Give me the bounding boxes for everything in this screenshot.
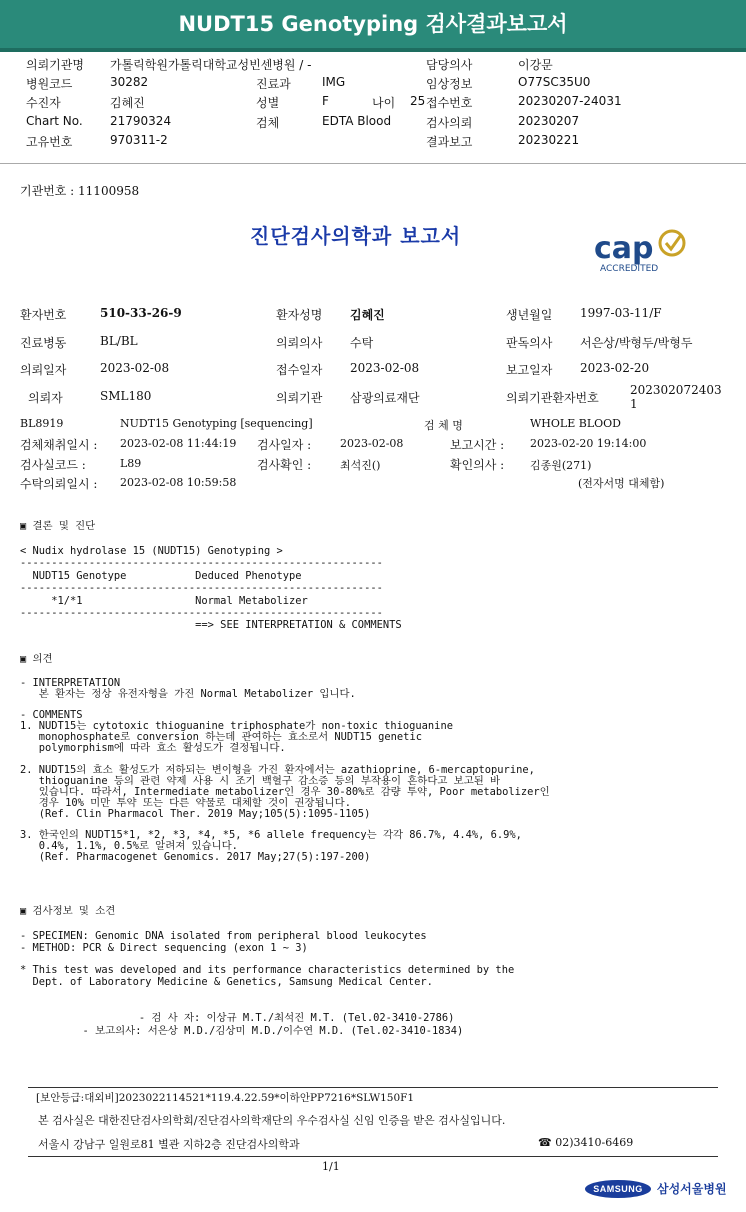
header-value: 20230207-24031 (518, 94, 622, 108)
patient-value: 2023-02-08 (100, 361, 170, 375)
patient-label: 의뢰일자 (20, 363, 67, 377)
info-line: - SPECIMEN: Genomic DNA isolated from peripheral blood leukocytes (20, 930, 427, 942)
cap-accredited-logo (590, 226, 700, 276)
doctor-value: 김종원(271) (530, 459, 592, 472)
patient-value: 2023-02-08 (350, 361, 420, 375)
patient-value: BL/BL (100, 334, 138, 348)
header-label: 결과보고 (426, 135, 473, 149)
result-line: ---------------------------------------------------------- (20, 607, 383, 620)
signer-line: - 보고의사: 서은상 M.D./김상미 M.D./이수연 M.D. (Tel.02-3410-1834) (20, 1025, 464, 1037)
result-line: *1/*1 Normal Metabolizer (20, 594, 308, 607)
header-value: 30282 (110, 75, 149, 89)
patient-value: 202302072403 1 (630, 383, 722, 411)
header-value: IMG (322, 75, 346, 89)
confirm-value: 최석진() (340, 459, 381, 472)
patient-value: 서은상/박형두/박형두 (580, 336, 693, 350)
header-value: 20230221 (518, 133, 580, 147)
room-code-value: L89 (120, 457, 142, 470)
footer-divider-top (28, 1087, 718, 1088)
hospital-name: 삼성서울병원 (657, 1182, 727, 1196)
info-line: * This test was developed and its performance characteristics determined by the (20, 964, 515, 977)
result-table (20, 545, 402, 632)
header-label: Chart No. (26, 114, 83, 128)
patient-value: 삼광의료재단 (350, 391, 420, 405)
result-line: ==> SEE INTERPRETATION & COMMENTS (20, 619, 402, 632)
header-value: 25 (410, 94, 426, 108)
opinion-line: 3. 한국인의 NUDT15*1, *2, *3, *4, *5, *6 allele frequency는 각각 86.7%, 4.4%, 6.9%, (20, 829, 522, 842)
signer-line: - 검 사 자: 이상규 M.T./최석진 M.T. (Tel.02-3410-2786) (20, 1012, 455, 1024)
opinion-line: 있습니다. 따라서, Intermediate metabolizer인 경우 30-80%로 감량 투약, Poor metabolizer인 (20, 785, 550, 798)
cap-logo-word: cap (594, 231, 654, 266)
header-label: 임상정보 (426, 77, 473, 91)
patient-value: 수탁 (350, 336, 374, 350)
info-line (20, 954, 514, 964)
header-label: 나이 (372, 96, 396, 110)
header-label: 진료과 (256, 77, 291, 91)
patient-value: 2023-02-20 (580, 361, 650, 375)
patient-label: 의뢰기관 (276, 391, 323, 405)
lab-phone: ☎ 02)3410-6469 (538, 1136, 634, 1149)
opinion-line: - INTERPRETATION (20, 677, 121, 689)
report-title: 진단검사의학과 보고서 (250, 224, 462, 248)
header-divider (0, 163, 746, 164)
header-label: 성별 (256, 96, 280, 110)
samsung-logo (585, 1180, 651, 1198)
opinion-line: 0.4%, 1.1%, 0.5%로 알려져 있습니다. (20, 840, 238, 853)
opinion-line: - COMMENTS (20, 709, 83, 722)
patient-label: 의뢰자 (28, 391, 63, 405)
report-time-label: 보고시간 : (450, 438, 505, 452)
doctor-label: 확인의사 : (450, 458, 505, 472)
report-banner-title: NUDT15 Genotyping 검사결과보고서 (0, 0, 746, 52)
info-line: - METHOD: PCR & Direct sequencing (exon 1 ~ 3) (20, 942, 308, 954)
result-line: ---------------------------------------------------------- (20, 582, 383, 595)
result-line: NUDT15 Genotype Deduced Phenotype (20, 569, 302, 582)
opinion-text (20, 678, 550, 863)
collect-value: 2023-02-08 11:44:19 (120, 437, 237, 450)
lab-address: 서울시 강남구 일원로81 별관 지하2층 진단검사의학과 (38, 1138, 300, 1151)
info-line: Dept. of Laboratory Medicine & Genetics, Samsung Medical Center. (20, 976, 433, 989)
patient-value: SML180 (100, 389, 152, 403)
result-line: < Nudix hydrolase 15 (NUDT15) Genotyping > (20, 545, 283, 557)
header-value: 가톨릭학원가톨릭대학교성빈센병원 / - (110, 58, 312, 72)
samsung-logo-text: SAMSUNG (593, 1184, 643, 1194)
header-label: 검사의뢰 (426, 116, 473, 130)
header-value: 이강문 (518, 58, 553, 72)
signers (20, 1012, 463, 1038)
room-code-label: 검사실코드 : (20, 458, 86, 472)
opinion-line: polymorphism에 따라 효소 활성도가 결정됩니다. (20, 742, 286, 755)
patient-label: 생년월일 (506, 308, 553, 322)
patient-label: 접수일자 (276, 363, 323, 377)
patient-value: 510-33-26-9 (100, 306, 182, 320)
cap-logo-accredited: ACCREDITED (600, 264, 659, 274)
info-text (20, 930, 514, 988)
esign-note: (전자서명 대체함) (578, 477, 665, 490)
header-label: 고유번호 (26, 135, 73, 149)
patient-label: 의뢰의사 (276, 336, 323, 350)
opinion-line: 1. NUDT15는 cytotoxic thioguanine triphosphate가 non-toxic thioguanine (20, 720, 453, 733)
page-number: 1/1 (322, 1160, 340, 1173)
receipt-value: 2023-02-08 10:59:58 (120, 476, 237, 489)
specimen-label: 검 체 명 (424, 419, 463, 432)
security-line: [보안등급:대외비]2023022114521*119.4.22.59*이하안PP7216*SLW150F1 (36, 1092, 415, 1104)
test-name: NUDT15 Genotyping [sequencing] (120, 417, 313, 430)
header-label: 접수번호 (426, 96, 473, 110)
footer-divider-bottom (28, 1156, 718, 1157)
patient-label: 의뢰기관환자번호 (506, 391, 599, 405)
collect-label: 검체채취일시 : (20, 438, 98, 452)
opinion-line: monophosphate로 conversion 하는데 관여하는 효소로서 NUDT15 genetic (20, 731, 422, 744)
patient-label: 판독의사 (506, 336, 553, 350)
patient-label: 진료병동 (20, 336, 67, 350)
test-date-value: 2023-02-08 (340, 437, 404, 450)
header-label: 병원코드 (26, 77, 73, 91)
specimen-value: WHOLE BLOOD (530, 417, 621, 430)
header-label: 검체 (256, 116, 280, 130)
patient-value: 1997-03-11/F (580, 306, 662, 320)
cert-statement: 본 검사실은 대한진단검사의학회/진단검사의학재단의 우수검사실 신임 인증을 받은 검사실입니다. (38, 1114, 506, 1127)
info-heading: ▣ 검사정보 및 소견 (20, 905, 116, 917)
opinion-line: thioguanine 등의 관련 약제 사용 시 조기 백혈구 감소증 등의 부작용이 흔하다고 보고된 바 (20, 774, 501, 787)
header-value: 20230207 (518, 114, 580, 128)
patient-label: 보고일자 (506, 363, 553, 377)
opinion-heading: ▣ 의견 (20, 653, 53, 665)
opinion-line (20, 700, 550, 710)
opinion-line: 본 환자는 정상 유전자형을 가진 Normal Metabolizer 입니다. (20, 688, 356, 700)
header-value: 21790324 (110, 114, 172, 128)
patient-label: 환자번호 (20, 308, 67, 322)
patient-value: 김혜진 (350, 308, 385, 322)
header-label: 의뢰기관명 (26, 58, 84, 72)
test-code: BL8919 (20, 417, 64, 430)
opinion-line: (Ref. Pharmacogenet Genomics. 2017 May;27(5):197-200) (20, 851, 371, 864)
header-value: EDTA Blood (322, 114, 392, 128)
header-value: 김혜진 (110, 96, 145, 110)
header-value: 970311-2 (110, 133, 168, 147)
opinion-line: 2. NUDT15의 효소 활성도가 저하되는 변이형을 가진 환자에서는 azathioprine, 6-mercaptopurine, (20, 763, 535, 776)
header-value: O77SC35U0 (518, 75, 591, 89)
header-label: 담당의사 (426, 58, 473, 72)
institution-number: 기관번호 : 11100958 (20, 184, 140, 198)
test-date-label: 검사일자 : (257, 438, 312, 452)
opinion-line: (Ref. Clin Pharmacol Ther. 2019 May;105(5):1095-1105) (20, 807, 371, 820)
header-label: 수진자 (26, 96, 61, 110)
patient-label: 환자성명 (276, 308, 323, 322)
receipt-label: 수탁의뢰일시 : (20, 477, 98, 491)
header-value: F (322, 94, 329, 108)
report-time-value: 2023-02-20 19:14:00 (530, 437, 647, 450)
result-heading: ▣ 결론 및 진단 (20, 520, 96, 532)
result-line: ---------------------------------------------------------- (20, 557, 383, 570)
confirm-label: 검사확인 : (257, 458, 312, 472)
opinion-line: 경우 10% 미만 투약 또는 다른 약물로 대체할 것이 권장됩니다. (20, 796, 351, 809)
